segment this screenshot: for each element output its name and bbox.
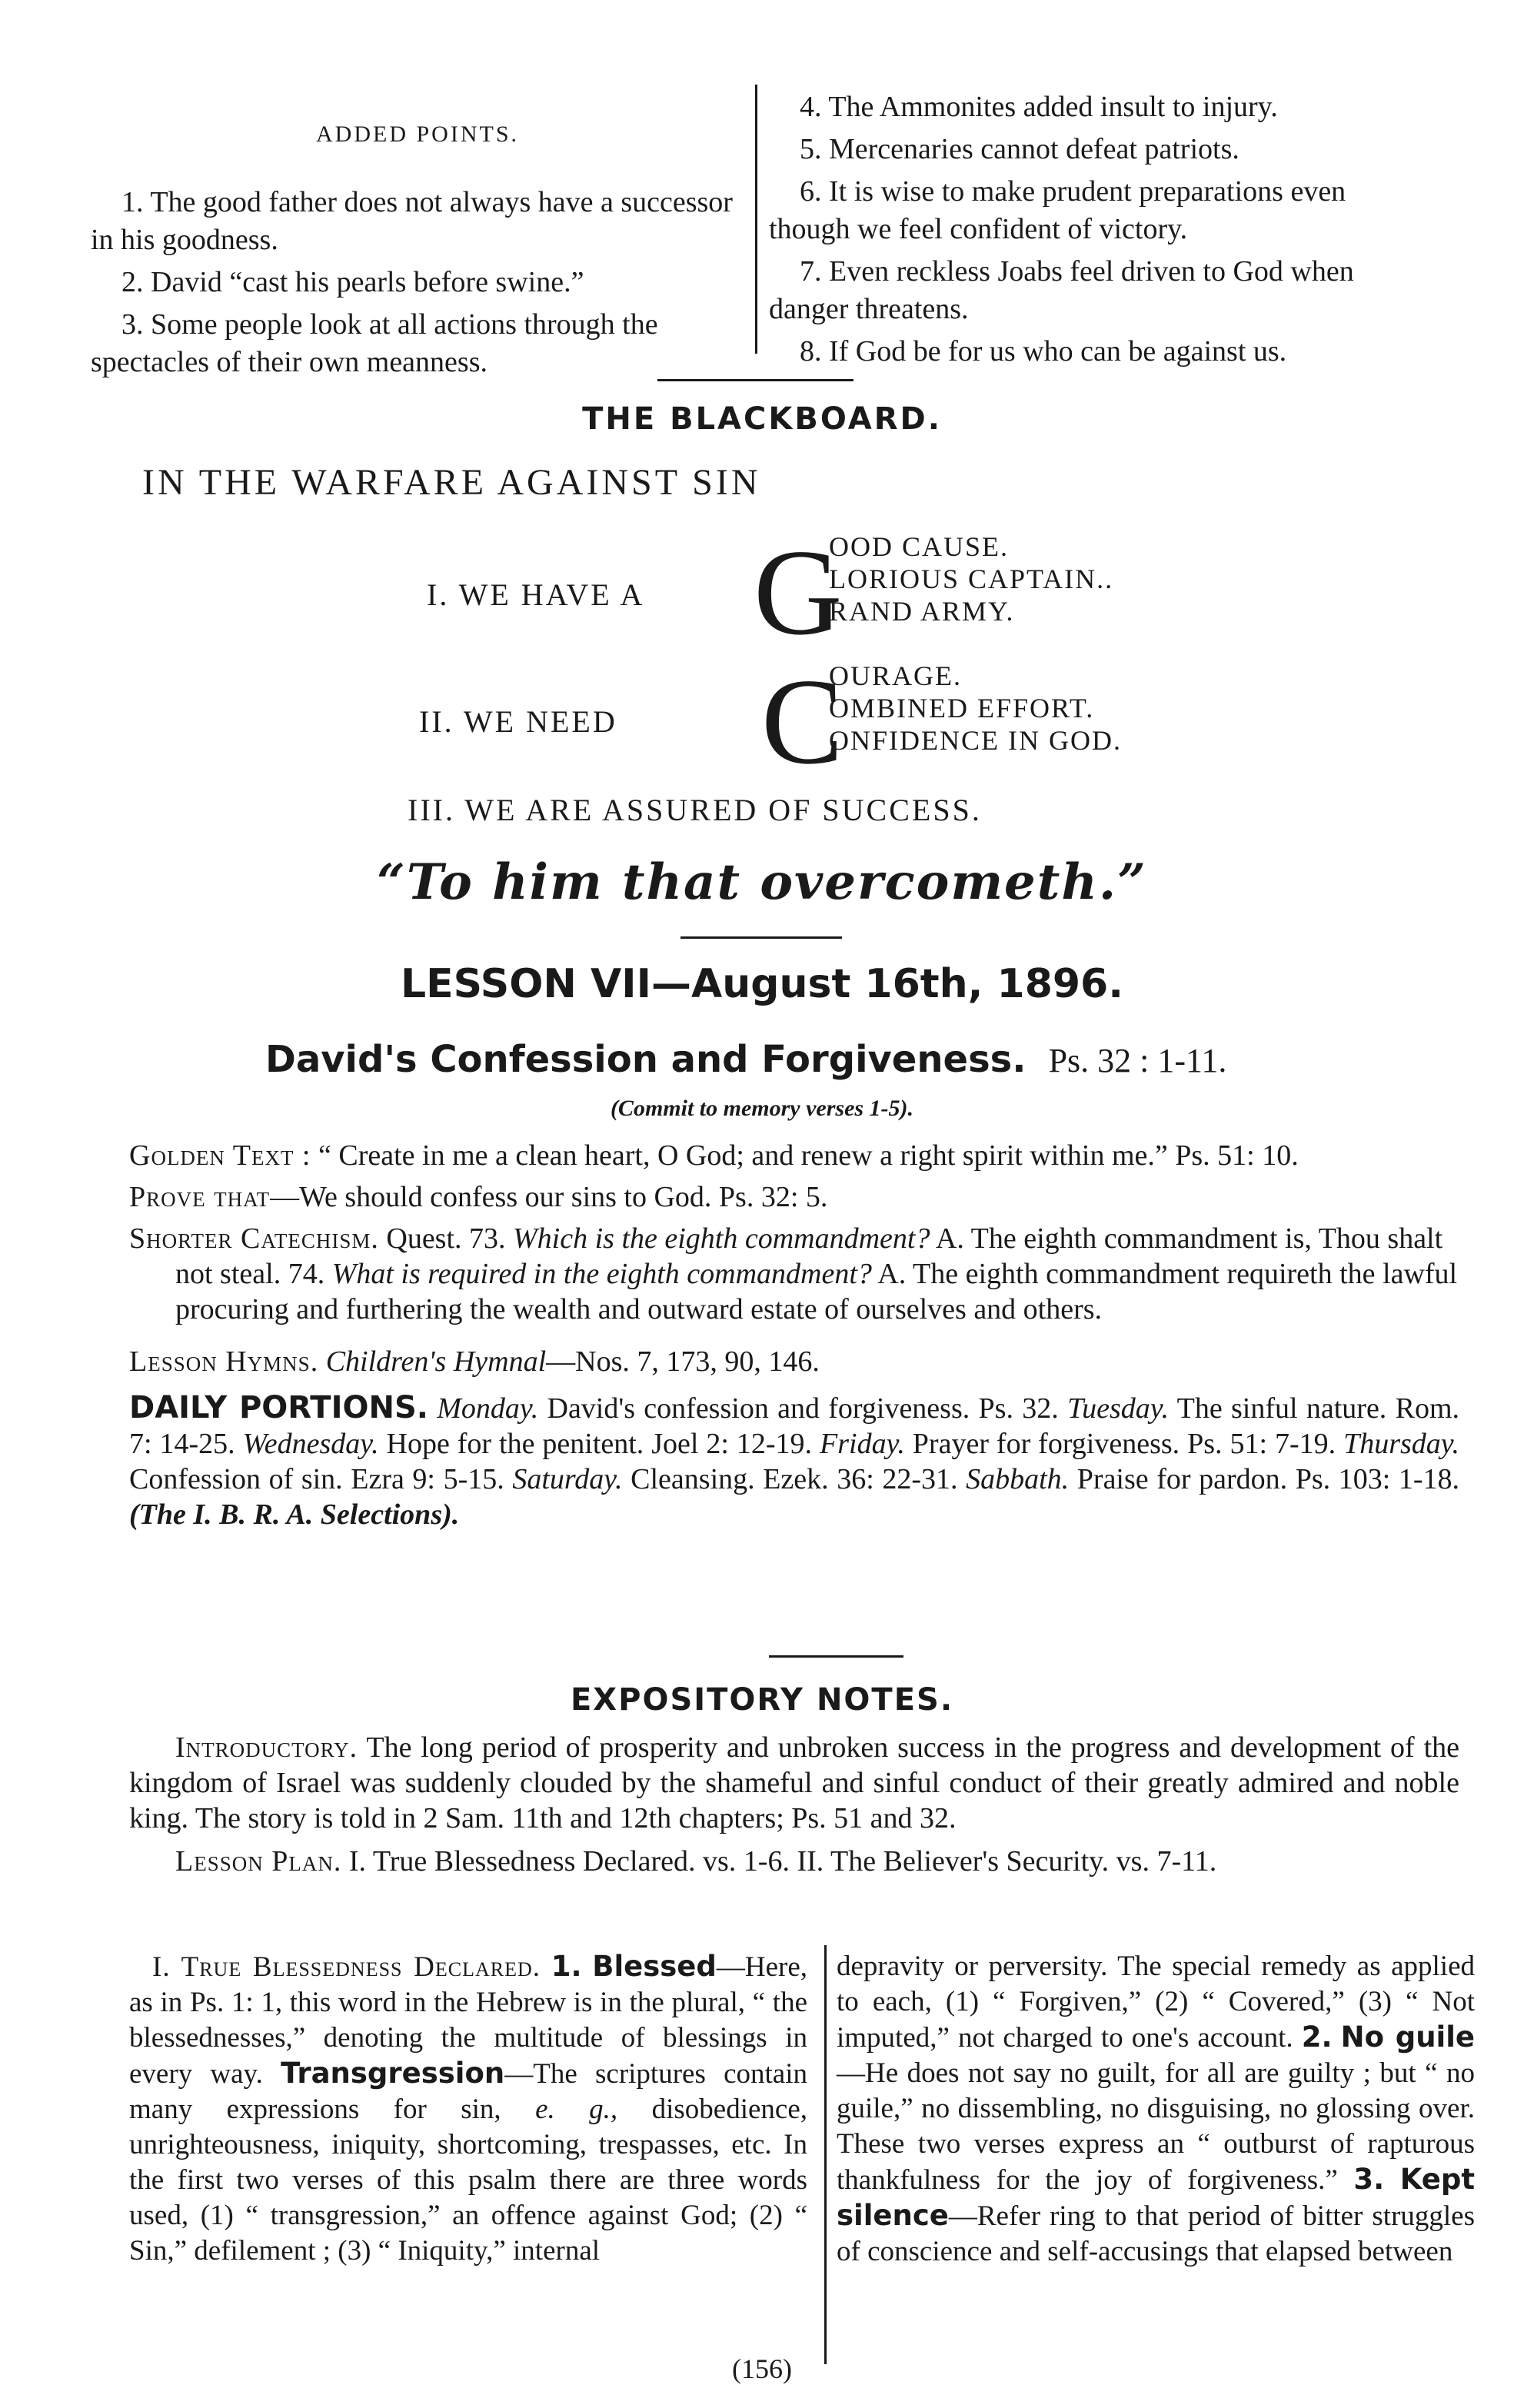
section-divider [680,936,842,939]
point-number: 8. [800,335,822,368]
golden-text [129,1138,1459,1173]
commit-to-memory: (Commit to memory verses 1-5). [610,1096,914,1121]
notes-left-column [129,1949,807,2269]
point-text: If God be for us who can be against us. [829,335,1287,368]
expository-intro [129,1730,1459,1879]
point-number: 1. [121,186,144,218]
day-name: Sabbath. [966,1463,1070,1495]
column-divider [755,85,757,354]
lesson-helps [129,1138,1459,1532]
day-reading: Confession of sin. Ezra 9: 5-15. [129,1463,504,1495]
day-name: Monday. [437,1392,539,1425]
golden-text-label: Golden Text : [129,1139,311,1172]
hymns-label: Lesson Hymns. [129,1345,319,1378]
blackboard-motto: “To him that overcometh.” [377,853,1147,911]
day-reading: Prayer for forgiveness. Ps. 51: 7-19. [912,1428,1336,1460]
lesson-plan-text: I. True Blessedness Declared. vs. 1-6. II. The Believer's Security. vs. 7-11. [348,1845,1217,1878]
blackboard-point-1-label: I. WE HAVE A [427,577,645,612]
section-divider [657,379,854,381]
point-number: 4. [800,91,822,123]
prove-that-label: Prove that [129,1181,271,1213]
point-text: David “cast his pearls before swine.” [151,266,584,298]
golden-text-body: “ Create in me a clean heart, O God; and renew a right spirit within me.” Ps. 51: 10. [318,1139,1299,1172]
day-reading: The sinful nature. Rom. 7: 14-25. [129,1392,1460,1460]
day-name: Friday. [820,1428,905,1460]
daily-portions [129,1390,1459,1532]
acrostic-line: OURAGE. [829,660,962,691]
acrostic-line: ONFIDENCE IN GOD. [829,725,1122,756]
notes-right-paragraph [837,1949,1475,2270]
point-text: Some people look at all actions through the spectacles of their own meanness. [91,308,658,378]
day-reading: Praise for pardon. Ps. 103: 1-18. [1076,1463,1460,1495]
acrostic-lines-1 [829,530,1113,627]
day-name: Thursday. [1343,1428,1460,1460]
point-number: 7. [800,255,822,288]
day-name: Wednesday. [242,1428,379,1460]
lesson-hymns [129,1344,1459,1379]
verse-number: 1. [551,1950,582,1983]
lesson-title-line [265,1038,1226,1081]
added-point-4 [769,88,1423,126]
keyword-transgression: Transgression [281,2057,505,2090]
lesson-plan-label: Lesson Plan. [175,1845,342,1878]
added-point-2 [91,264,744,301]
lesson-heading: LESSON VII—August 16th, 1896. [401,961,1123,1007]
keyword-blessed: Blessed [592,1950,717,1983]
keyword-kept-silence: Kept silence [837,2163,1476,2232]
point-text: It is wise to make prudent preparations even though we feel confident of victory. [769,175,1346,245]
added-point-1 [91,184,744,259]
daily-portions-source: (The I. B. R. A. Selections). [129,1498,460,1531]
catechism-answer-2: A. The eighth commandment requireth the lawful procuring and furthering the wealth and outward estate of ourselves and others. [175,1258,1458,1325]
acrostic-letter-g: G [754,524,843,660]
point-number: 3. [121,308,144,341]
day-name: Saturday. [512,1463,623,1495]
note-text: depravity or perversity. The special remedy as applied to each, (1) “ Forgiven,” (2) “ Covered,” (3) “ Not imputed,” not charged to one's account. [837,1951,1475,2054]
day-reading: Cleansing. Ezek. 36: 22-31. [631,1463,958,1495]
added-point-6 [769,173,1423,248]
acrostic-line: RAND ARMY. [829,596,1015,627]
column-divider [824,1945,827,2364]
added-point-5 [769,131,1423,168]
note-text: disobedience, unrighteousness, iniquity, shortcoming, trespasses, etc. In the first two verses of this psalm there are three words used, (1) “ transgression,” an offence against God; (2) “ Sin,” defilement ; (3) “ Iniquity,” internal [129,2094,808,2267]
blackboard-title: IN THE WARFARE AGAINST SIN [142,462,761,503]
added-point-8 [769,333,1423,371]
notes-left-paragraph [129,1949,807,2269]
introductory-label: Introductory. [175,1731,358,1764]
day-name: Tuesday. [1067,1392,1170,1425]
prove-that [129,1179,1459,1215]
acrostic-letter-c: C [761,653,844,790]
shorter-catechism [129,1221,1459,1327]
section-divider [769,1655,903,1658]
point-text: Mercenaries cannot defeat patriots. [829,133,1239,165]
acrostic-line: OOD CAUSE. [829,531,1010,562]
added-points-heading: ADDED POINTS. [316,121,519,147]
daily-portions-label: DAILY PORTIONS. [129,1390,428,1425]
lesson-title: David's Confession and Forgiveness. [265,1038,1027,1081]
point-number: 5. [800,133,822,165]
catechism-label: Shorter Catechism. [129,1222,379,1255]
point-text: The Ammonites added insult to injury. [828,91,1278,123]
page-number: (156) [732,2353,792,2384]
note-abbrev: e. g., [535,2094,618,2125]
catechism-question-number: Quest. 73. [386,1222,506,1255]
verse-number: 3. [1353,2163,1385,2196]
verse-number: 2. [1301,2021,1333,2054]
added-point-7 [769,253,1423,328]
notes-right-column [837,1949,1475,2270]
added-points-right-column [769,88,1423,375]
blackboard-point-2-label: II. WE NEED [419,704,617,739]
lesson-reference: Ps. 32 : 1-11. [1048,1042,1227,1079]
note-text: —He does not say no guilt, for all are guilty ; but “ no guile,” no dissembling, no disguising, no glossing over. These two verses express an “ outburst of rapturous thankfulness for the joy of forgiveness.” [837,2057,1475,2196]
catechism-question-1: Which is the eighth commandment? [513,1222,930,1255]
prove-that-body: —We should confess our sins to God. Ps. 32: 5. [270,1181,828,1213]
note-text: —Here, as in Ps. 1: 1, this word in the Hebrew is in the plural, “ the blessednesses,” denoting the multitude of blessings in every way. [129,1951,808,2090]
note-text: —Refer ring to that period of bitter struggles of conscience and self-accusings that elapsed between [837,2200,1475,2267]
acrostic-line: OMBINED EFFORT. [829,693,1095,723]
point-number: 2. [121,266,144,298]
point-number: 6. [800,175,822,208]
added-point-3 [91,306,744,381]
keyword-no-guile: No guile [1340,2021,1476,2054]
expository-heading: EXPOSITORY NOTES. [570,1682,954,1718]
blackboard-point-3: III. WE ARE ASSURED OF SUCCESS. [408,793,982,827]
blackboard-heading: THE BLACKBOARD. [582,401,942,437]
note-text: —The scriptures contain many expressions for sin, [129,2058,807,2125]
introductory [129,1730,1459,1836]
point-text: Even reckless Joabs feel driven to God when danger threatens. [769,255,1354,325]
introductory-text: The long period of prosperity and unbroken success in the progress and development of the kingdom of Israel was suddenly clouded by the shameful and sinful conduct of their greatly admired and noble king. The story is told in 2 Sam. 11th and 12th chapters; Ps. 51 and 32. [129,1731,1459,1834]
lesson-plan [129,1844,1459,1879]
day-reading: Hope for the penitent. Joel 2: 12-19. [386,1428,813,1460]
acrostic-line: LORIOUS CAPTAIN.. [829,564,1114,594]
section-title-1: I. True Blessedness Declared. [152,1951,541,1983]
day-reading: David's confession and forgiveness. Ps. 32. [547,1392,1059,1425]
point-text: The good father does not always have a successor in his goodness. [91,186,733,256]
catechism-answer-1: A. The eighth commandment is, Thou shalt not steal. 74. [175,1222,1443,1290]
acrostic-lines-2 [829,660,1122,757]
added-points-left-column [91,115,744,386]
hymn-numbers: —Nos. 7, 173, 90, 146. [546,1345,820,1378]
catechism-question-2: What is required in the eighth commandment? [331,1258,872,1290]
hymnal-name: Children's Hymnal [325,1345,547,1378]
